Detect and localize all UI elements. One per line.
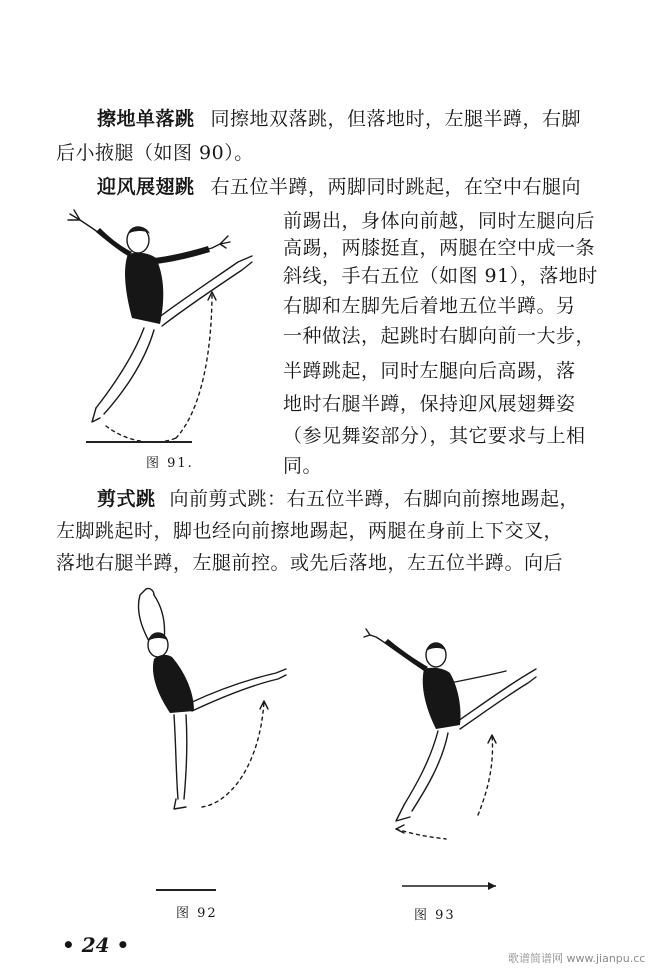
paragraph-2-line: 同。 [283, 455, 323, 477]
term-ying-feng-zhan-chi-tiao: 迎风展翅跳 [97, 176, 195, 198]
paragraph-1-line-2: 后小掖腿（如图 90）。 [56, 142, 254, 164]
paragraph-3-line-1 [97, 488, 579, 510]
paragraph-2-line: 一种做法，起跳时右脚向前一大步， [283, 325, 596, 347]
paragraph-2-line: 半蹲跳起，同时左腿向后高踢，落 [283, 360, 576, 382]
figure-91-ground-line [86, 441, 192, 443]
dancer-torso [153, 655, 194, 713]
paragraph-2-line: 斜线，手右五位（如图 91），落地时 [283, 265, 598, 287]
paragraph-2-line-1 [97, 176, 581, 198]
figure-92-caption: 图 92 [176, 906, 218, 921]
paragraph-2-line: 地时右腿半蹲，保持迎风展翅舞姿 [283, 393, 576, 415]
dancer-torso [423, 668, 461, 729]
paragraph-2-line: 右脚和左脚先后着地五位半蹲。另 [283, 295, 576, 317]
figure-93-caption: 图 93 [414, 908, 456, 923]
term-jian-shi-tiao: 剪式跳 [97, 488, 156, 510]
watermark-text: 歌谱简谱网 www.jianpu.cc [508, 952, 646, 965]
figure-92-illustration [110, 585, 290, 825]
paragraph-1-line-1 [97, 108, 581, 130]
paragraph-3-line-3: 落地右腿半蹲，左腿前控。或先后落地，左五位半蹲。向后 [56, 552, 564, 574]
paragraph-2-line: 高踢，两膝挺直，两腿在空中成一条 [283, 237, 596, 259]
paragraph-2-text: 右五位半蹲，两脚同时跳起，在空中右腿向 [210, 176, 582, 198]
paragraph-3-line-2: 左脚跳起时，脚也经向前擦地踢起，两腿在身前上下交叉， [56, 520, 564, 542]
paragraph-3-text: 向前剪式跳：右五位半蹲，右脚向前擦地踢起， [169, 488, 580, 510]
figure-91-caption: 图 91. [146, 456, 194, 471]
figure-93-ground-arrow [402, 881, 502, 891]
paragraph-1-text: 同擦地双落跳，但落地时，左腿半蹲，右脚 [210, 108, 582, 130]
figure-93-illustration [366, 625, 546, 845]
paragraph-2-line: （参见舞姿部分），其它要求与上相 [283, 425, 586, 447]
paragraph-2-line: 前踢出，身体向前越，同时左腿向后 [283, 210, 596, 232]
page-number: • 24 • [62, 933, 130, 957]
figure-91-illustration [62, 200, 282, 450]
figure-92-ground-line [156, 889, 216, 891]
term-ca-di-dan-luo-tiao: 擦地单落跳 [97, 108, 195, 130]
